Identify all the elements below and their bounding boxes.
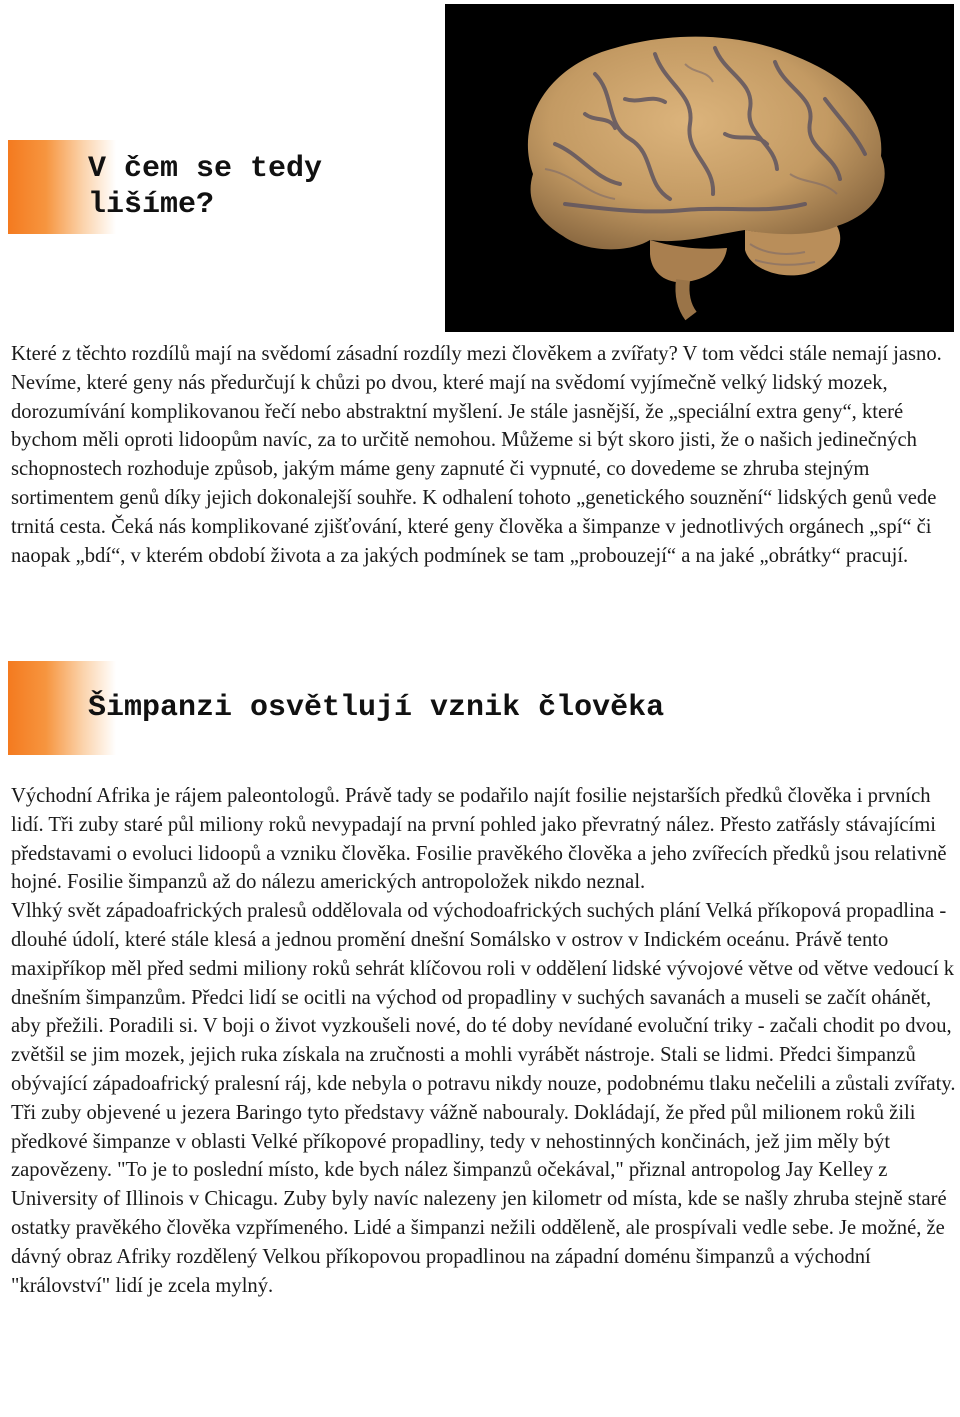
- section-heading-differences: [8, 140, 528, 234]
- paragraph: Vlhký svět západoafrických pralesů oddělovala od východoafrických suchých plání Velká příkopová propadlina - dlouhé údolí, které stále klesá a jednou promění dnešní Somálsko v ostrov v Indickém oceánu. Právě tento maxipříkop měl před sedmi miliony roků sehrát klíčovou roli v oddělení lidské vývojové větve od větve vedoucí k dnešním šimpanzům. Předci lidí se ocitli na východ od propadliny v suchých savanách a museli se začít ohánět, aby přežili. Poradili si. V boji o život vyzkoušeli nové, do té doby nevídané evoluční triky - začali chodit po dvou, zvětšil se jim mozek, jejich ruka získala na zručnosti a mohli vyrábět nástroje. Stali se lidmi. Předci šimpanzů obývající západoafrický pralesní ráj, kde nebyla o potravu nikdy nouze, podobnému tlaku nečelili a zůstali zvířaty. Tři zuby objevené u jezera Baringo tyto představy vážně nabouraly. Dokládají, že před půl milionem roků žili předkové šimpanze v oblasti Velké příkopové propadliny, tedy v nehostinných končinách, jež jim měly být zapovězeny. "To je to poslední místo, kde bych nález šimpanzů očekával," přiznal antropolog Jay Kelley z University of Illinois v Chicagu. Zuby byly navíc nalezeny jen kilometr od místa, kde se našly zhruba stejně staré ostatky pravěkého člověka vzpřímeného. Lidé a šimpanzi nežili odděleně, ale prospívali vedle sebe. Je možné, že dávný obraz Afriky rozdělený Velkou příkopovou propadlinou na západní doménu šimpanzů a východní "království" lidí je zcela mylný.: [11, 900, 956, 1297]
- heading-text: Šimpanzi osvětlují vznik člověka: [88, 691, 665, 725]
- section-body-differences: [11, 340, 956, 570]
- section-heading-chimpanzees: [8, 661, 908, 755]
- paragraph: Východní Afrika je rájem paleontologů. Právě tady se podařilo najít fosilie nejstarších předků člověka i prvních lidí. Tři zuby staré půl miliony roků nevypadají na první pohled jako převratný nález. Přesto zatřásly stávajícími představami o evoluci lidoopů a vzniku člověka. Fosilie pravěkého člověka a jeho zvířecích předků jsou relativně hojné. Fosilie šimpanzů až do nálezu amerických antropoložek nikdo neznal.: [11, 785, 947, 894]
- heading-text: V čem se tedy lišíme?: [88, 152, 323, 222]
- section-body-chimpanzees: [11, 782, 956, 1300]
- paragraph: Které z těchto rozdílů mají na svědomí zásadní rozdíly mezi člověkem a zvířaty? V tom vědci stále nemají jasno. Nevíme, které geny nás předurčují k chůzi po dvou, které mají na svědomí vyjímečně velký lidský mozek, dorozumívání komplikovanou řečí nebo abstraktní myšlení. Je stále jasnější, že „speciální extra geny“, které bychom měli oproti lidoopům navíc, za to určitě nemohou. Můžeme si být skoro jisti, že o našich jedinečných schopnostech rozhoduje způsob, jakým máme geny zapnuté či vypnuté, co dovedeme se zhruba stejným sortimentem genů díky jejich dokonalejší souhře. K odhalení tohoto „genetického souznění“ lidských genů vede trnitá cesta. Čeká nás komplikované zjišťování, které geny člověka a šimpanze v jednotlivých orgánech „spí“ či naopak „bdí“, v kterém období života a za jakých podmínek se tam „probouzejí“ a na jaké „obrátky“ pracují.: [11, 343, 942, 567]
